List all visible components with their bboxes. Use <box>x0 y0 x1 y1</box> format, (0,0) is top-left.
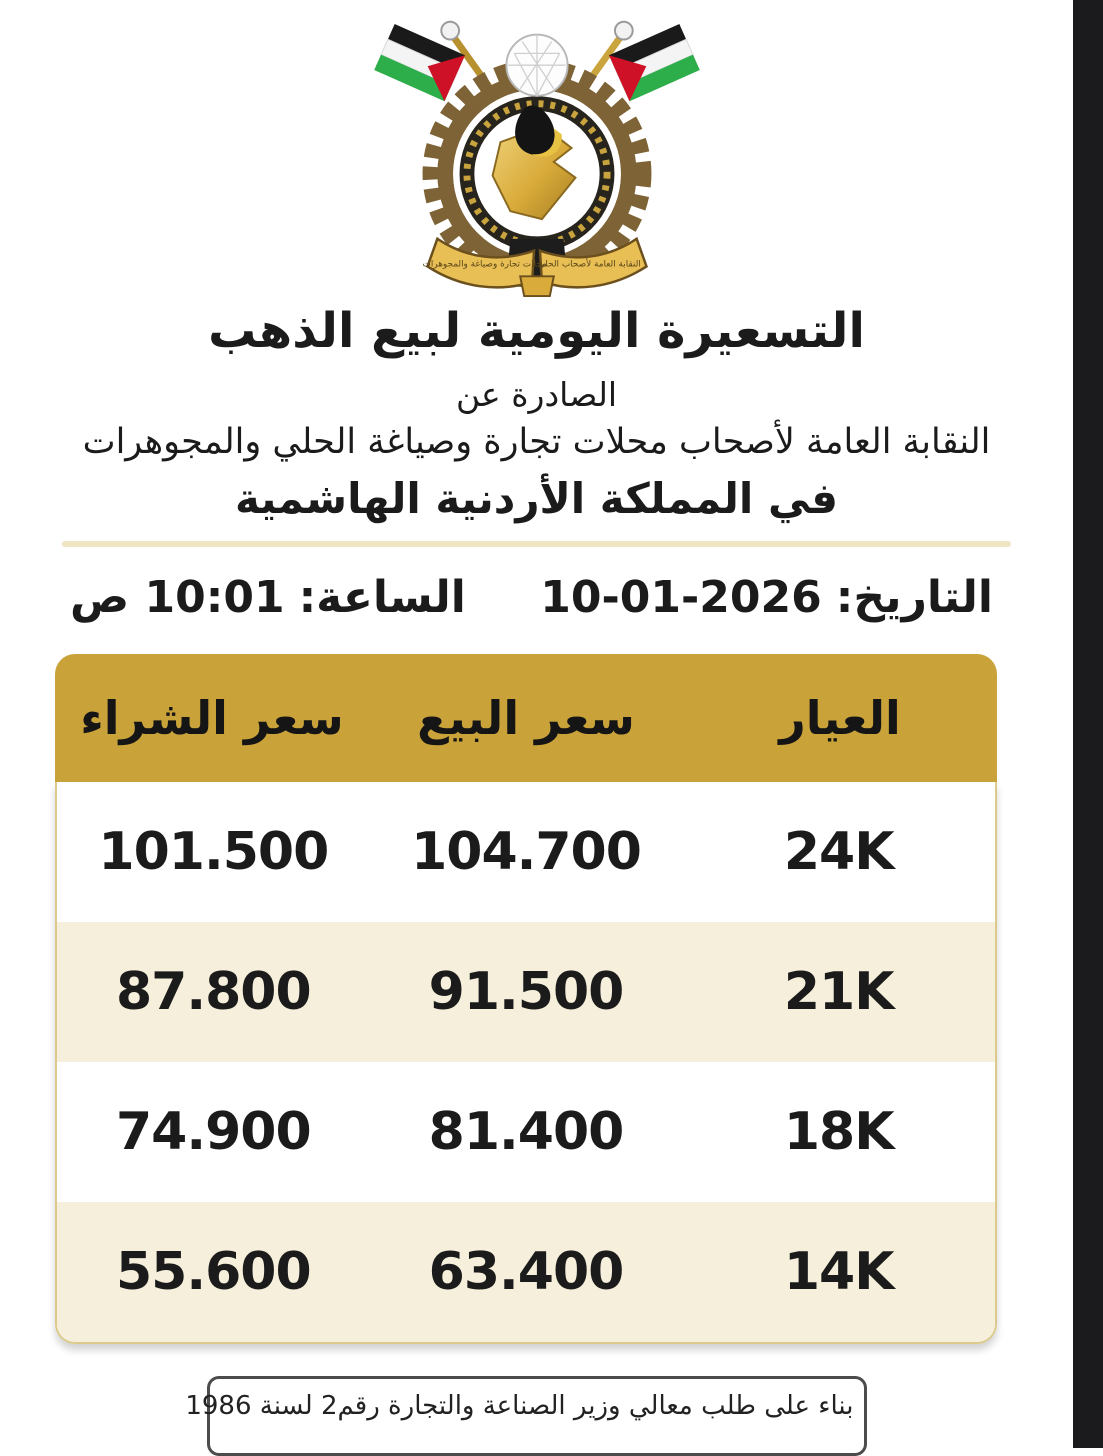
karat-value: 18K <box>783 1101 894 1162</box>
buy-price: 101.500 <box>98 821 329 882</box>
date-field <box>540 571 993 625</box>
table-row-24k <box>57 782 995 922</box>
karat-value: 24K <box>783 821 894 882</box>
legal-note: بناء على طلب معالي وزير الصناعة والتجارة رقم2 لسنة 1986 <box>207 1376 867 1456</box>
table-row-18k <box>57 1062 995 1202</box>
col-header-buy: سعر الشراء <box>80 691 344 746</box>
diamond-icon <box>506 35 567 96</box>
syndicate-emblem-graphic <box>372 4 702 300</box>
table-row-21k <box>57 922 995 1062</box>
date-time-row <box>0 571 1073 625</box>
date-value: 10-01-2026 <box>540 571 822 623</box>
sell-price: 63.400 <box>428 1241 624 1302</box>
time-field <box>70 571 466 625</box>
issued-by-line: الصادرة عن <box>455 374 618 414</box>
sell-price: 91.500 <box>428 961 624 1022</box>
organization-line: النقابة العامة لأصحاب محلات تجارة وصياغة الحلي والمجوهرات <box>82 421 991 462</box>
table-header-row <box>55 654 997 782</box>
sell-price: 104.700 <box>411 821 641 882</box>
syndicate-emblem <box>372 4 702 300</box>
time-label: الساعة: <box>298 571 466 623</box>
sell-price: 81.400 <box>428 1101 624 1162</box>
page-title: التسعيرة اليومية لبيع الذهب <box>208 303 865 359</box>
date-label: التاريخ: <box>835 571 993 623</box>
col-header-karat: العيار <box>779 691 901 746</box>
time-value: 10:01 ص <box>70 571 285 623</box>
karat-value: 21K <box>783 961 894 1022</box>
col-header-sell: سعر البيع <box>417 691 635 746</box>
gold-price-table <box>55 654 997 1344</box>
table-row-14k <box>57 1202 995 1342</box>
table-body <box>55 782 997 1344</box>
karat-value: 14K <box>783 1241 894 1302</box>
buy-price: 87.800 <box>116 961 311 1022</box>
ribbon-right-label: النقابة العامة لأصحاب الحلي <box>537 259 641 270</box>
buy-price: 74.900 <box>116 1101 311 1162</box>
buy-price: 55.600 <box>116 1241 311 1302</box>
ribbon-left-label: محلات تجارة وصياغة والمجوهرات <box>422 259 547 270</box>
country-line: في المملكة الأردنية الهاشمية <box>235 474 838 524</box>
right-black-bar <box>1073 0 1103 1448</box>
horizontal-divider <box>62 541 1011 547</box>
